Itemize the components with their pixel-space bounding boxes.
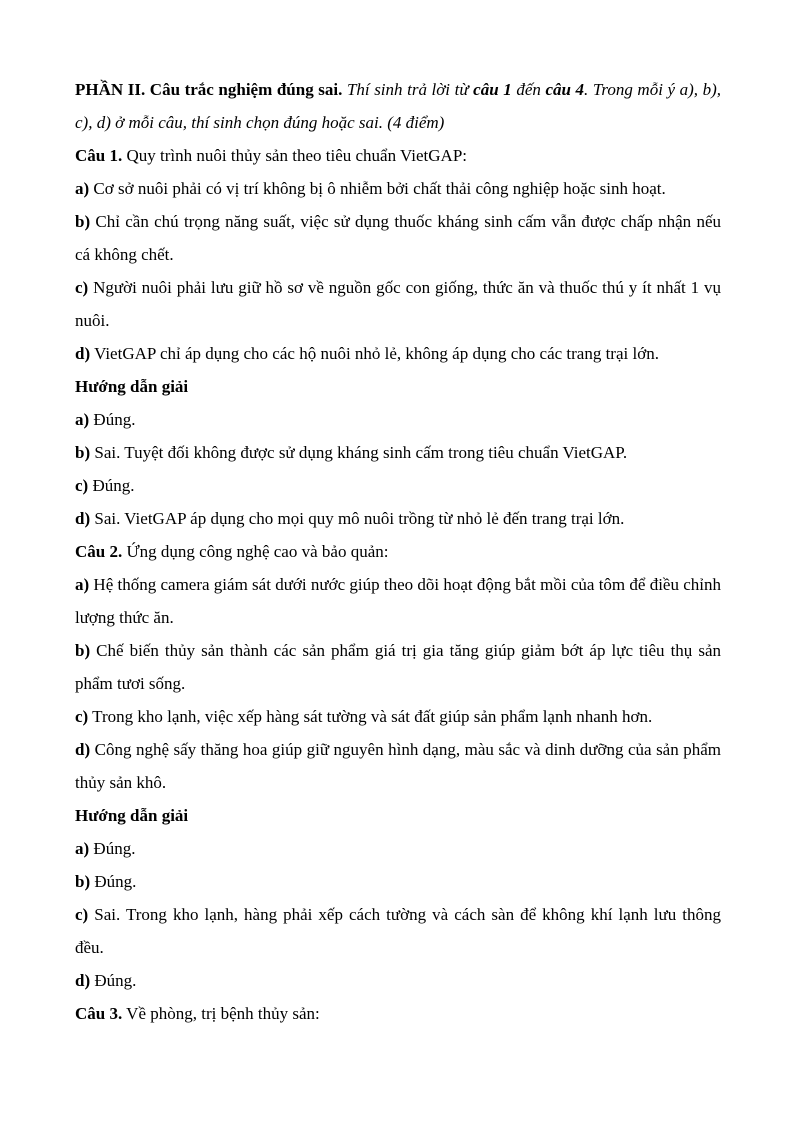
text-run: Đúng. xyxy=(89,410,136,429)
text-run: b) xyxy=(75,872,91,891)
text-run: d) xyxy=(75,740,91,759)
text-run: Hệ thống camera giám sát dưới nước giúp theo dõi hoạt động bắt mồi của tôm để điều chỉnh lượng thức ăn. xyxy=(75,575,721,627)
answer-guide-2-heading xyxy=(75,799,721,832)
text-run: Ứng dụng công nghệ cao và bảo quản: xyxy=(122,542,389,561)
text-run: d) xyxy=(75,971,91,990)
answer-2-d xyxy=(75,964,721,997)
text-run: Cơ sở nuôi phải có vị trí không bị ô nhiễm bởi chất thải công nghiệp hoặc sinh hoạt. xyxy=(89,179,666,198)
text-run: Sai. Trong kho lạnh, hàng phải xếp cách tường và cách sàn để không khí lạnh lưu thông đều. xyxy=(75,905,721,957)
text-run: Trong kho lạnh, việc xếp hàng sát tường và sát đất giúp sản phẩm lạnh nhanh hơn. xyxy=(88,707,653,726)
text-run: đến xyxy=(511,80,546,99)
text-run: PHẦN II. Câu trắc nghiệm đúng sai. xyxy=(75,80,347,99)
text-run: Đúng. xyxy=(90,971,137,990)
question-1-item-c xyxy=(75,271,721,337)
text-run: b) xyxy=(75,212,91,231)
text-run: Quy trình nuôi thủy sản theo tiêu chuẩn VietGAP: xyxy=(122,146,467,165)
question-1-item-b xyxy=(75,205,721,271)
text-run: Thí sinh trả lời từ xyxy=(346,80,474,99)
text-run: Về phòng, trị bệnh thủy sản: xyxy=(122,1004,320,1023)
text-run: d) xyxy=(75,344,91,363)
question-2-title xyxy=(75,535,721,568)
text-run: câu 1 xyxy=(473,80,512,99)
question-2-item-c xyxy=(75,700,721,733)
text-run: . Trong mỗi ý a), b), c), d) ở mỗi câu, thí sinh chọn đúng hoặc sai. (4 điểm) xyxy=(75,80,722,132)
answer-1-d xyxy=(75,502,721,535)
answer-1-b xyxy=(75,436,721,469)
document-body xyxy=(75,73,721,1030)
text-run: c) xyxy=(75,278,89,297)
answer-guide-1-heading xyxy=(75,370,721,403)
text-run: Đúng. xyxy=(89,839,136,858)
text-run: d) xyxy=(75,509,91,528)
text-run: Hướng dẫn giải xyxy=(75,377,189,396)
text-run: c) xyxy=(75,476,89,495)
text-run: Đúng. xyxy=(88,476,135,495)
text-run: a) xyxy=(75,410,90,429)
text-run: b) xyxy=(75,443,91,462)
text-run: Sai. VietGAP áp dụng cho mọi quy mô nuôi trồng từ nhỏ lẻ đến trang trại lớn. xyxy=(90,509,625,528)
question-1-title xyxy=(75,139,721,172)
answer-2-b xyxy=(75,865,721,898)
text-run: VietGAP chỉ áp dụng cho các hộ nuôi nhỏ lẻ, không áp dụng cho các trang trại lớn. xyxy=(90,344,659,363)
answer-1-a xyxy=(75,403,721,436)
question-2-item-d xyxy=(75,733,721,799)
answer-2-a xyxy=(75,832,721,865)
question-1-item-d xyxy=(75,337,721,370)
answer-1-c xyxy=(75,469,721,502)
text-run: Chế biến thủy sản thành các sản phẩm giá trị gia tăng giúp giảm bớt áp lực tiêu thụ sản phẩm tươi sống. xyxy=(75,641,721,693)
question-2-item-b xyxy=(75,634,721,700)
text-run: a) xyxy=(75,575,90,594)
text-run: Công nghệ sấy thăng hoa giúp giữ nguyên hình dạng, màu sắc và dinh dưỡng của sản phẩm thủy sản khô. xyxy=(75,740,721,792)
text-run: Chỉ cần chú trọng năng suất, việc sử dụng thuốc kháng sinh cấm vẫn được chấp nhận nếu cá không chết. xyxy=(75,212,721,264)
text-run: Người nuôi phải lưu giữ hồ sơ về nguồn gốc con giống, thức ăn và thuốc thú y ít nhất 1 vụ nuôi. xyxy=(75,278,721,330)
text-run: Câu 1. xyxy=(75,146,123,165)
text-run: Đúng. xyxy=(90,872,137,891)
answer-2-c xyxy=(75,898,721,964)
text-run: Sai. Tuyệt đối không được sử dụng kháng sinh cấm trong tiêu chuẩn VietGAP. xyxy=(90,443,628,462)
section-header xyxy=(75,73,721,139)
text-run: Hướng dẫn giải xyxy=(75,806,189,825)
text-run: a) xyxy=(75,179,90,198)
text-run: a) xyxy=(75,839,90,858)
text-run: Câu 3. xyxy=(75,1004,123,1023)
text-run: câu 4 xyxy=(545,80,585,99)
question-1-item-a xyxy=(75,172,721,205)
text-run: Câu 2. xyxy=(75,542,123,561)
text-run: b) xyxy=(75,641,91,660)
text-run: c) xyxy=(75,905,89,924)
question-3-title xyxy=(75,997,721,1030)
text-run: c) xyxy=(75,707,89,726)
question-2-item-a xyxy=(75,568,721,634)
